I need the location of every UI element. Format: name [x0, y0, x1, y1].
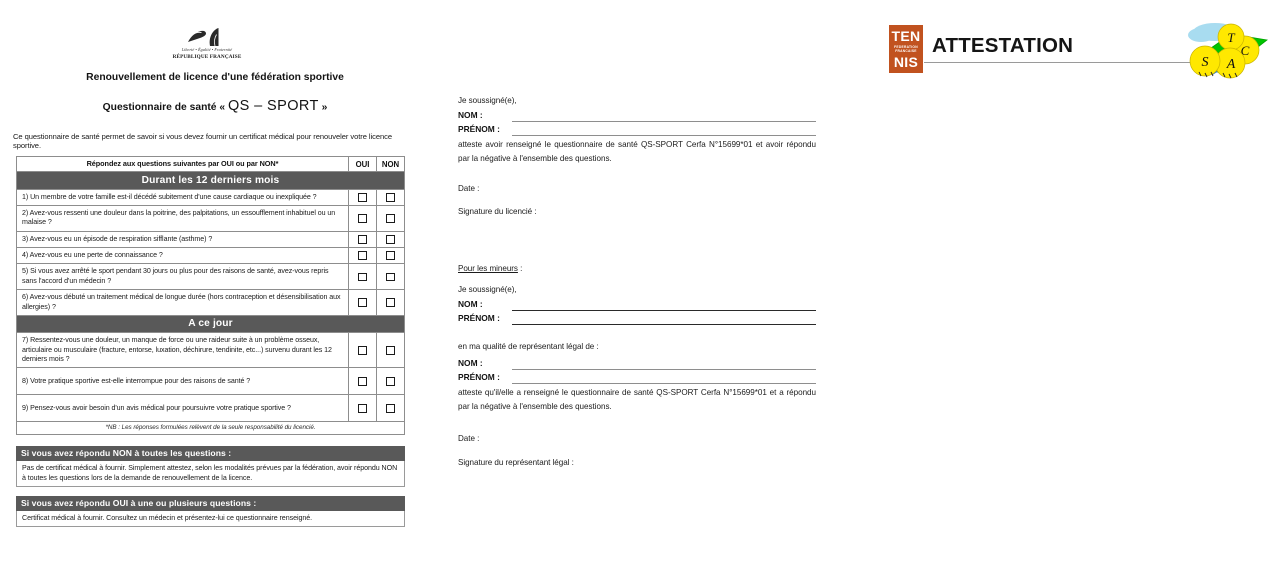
svg-text:S: S	[1201, 55, 1209, 70]
checkbox-non-2[interactable]	[386, 214, 395, 223]
non-cell-2[interactable]	[376, 206, 404, 231]
question-text-7: 7) Ressentez-vous une douleur, un manque de force ou une raideur suite à un problème osseux, articulaire ou musculaire (fracture, entorse, luxation, déchirure, tendinite, etc...) survenu durant les 12 derniers mois ?	[22, 336, 332, 364]
oui-cell-8[interactable]	[348, 368, 376, 394]
checkbox-non-7[interactable]	[386, 346, 395, 355]
fft-logo	[888, 24, 924, 74]
checkbox-oui-6[interactable]	[358, 298, 367, 307]
adult-nom-label: NOM :	[458, 110, 483, 120]
checkbox-non-3[interactable]	[386, 235, 395, 244]
adult-prenom-input-line[interactable]	[512, 135, 816, 136]
question-text-8: 8) Votre pratique sportive est-elle interrompue pour des raisons de santé ?	[22, 376, 251, 385]
table-footnote: *NB : Les réponses formulées relèvent de la seule responsabilité du licencié.	[105, 424, 316, 432]
attestation-title: ATTESTATION	[932, 34, 1074, 57]
adult-signature-label: Signature du licencié :	[458, 207, 537, 216]
minors-prenom-field[interactable]	[458, 313, 838, 326]
table-row	[17, 333, 404, 368]
table-row	[17, 264, 404, 290]
health-questionnaire-table	[16, 156, 405, 435]
minors-ward-nom-input-line[interactable]	[512, 369, 816, 370]
minors-ward-prenom-input-line[interactable]	[512, 383, 816, 384]
adult-nom-input-line[interactable]	[512, 121, 816, 122]
questionnaire-page	[0, 0, 430, 579]
marianne-icon	[184, 27, 230, 46]
subtitle-qs-sport: QS – SPORT	[227, 98, 319, 114]
fft-logo-line1: TEN	[891, 28, 921, 45]
non-cell-1[interactable]	[376, 190, 404, 205]
question-text-5: 5) Si vous avez arrêté le sport pendant 30 jours ou plus pour des raisons de santé, avez-vous repris sans l'accord d'un médecin ?	[22, 267, 329, 285]
rf-devise: Liberté • Égalité • Fraternité	[181, 47, 233, 52]
page-title: Renouvellement de licence d'une fédération sportive	[86, 72, 344, 83]
minors-attestation-text: atteste qu'il/elle a renseigné le questionnaire de santé QS-SPORT Cerfa N°15699*01 et a répondu par la négative à l'ensemble des questions.	[458, 388, 816, 412]
table-row	[17, 395, 404, 422]
minors-date-label: Date :	[458, 434, 480, 443]
table-row	[17, 190, 404, 206]
checkbox-oui-9[interactable]	[358, 404, 367, 413]
non-cell-4[interactable]	[376, 248, 404, 263]
checkbox-non-8[interactable]	[386, 377, 395, 386]
checkbox-oui-8[interactable]	[358, 377, 367, 386]
checkbox-non-9[interactable]	[386, 404, 395, 413]
fft-logo-sub-line1: FEDERATION	[894, 44, 918, 49]
non-cell-6[interactable]	[376, 290, 404, 315]
rf-name: RÉPUBLIQUE FRANÇAISE	[172, 53, 242, 60]
table-row	[17, 248, 404, 264]
advice-non-heading: Si vous avez répondu NON à toutes les questions :	[16, 446, 405, 461]
checkbox-non-6[interactable]	[386, 298, 395, 307]
adult-attestation-text: atteste avoir renseigné le questionnaire de santé QS-SPORT Cerfa N°15699*01 et avoir répondu par la négative à l'ensemble des questions.	[458, 140, 816, 164]
oui-cell-1[interactable]	[348, 190, 376, 205]
minors-nom-input-line[interactable]	[512, 310, 816, 311]
minors-ward-prenom-label: PRÉNOM :	[458, 372, 500, 382]
minors-signature-label: Signature du représentant légal :	[458, 458, 574, 467]
advice-block-non	[16, 446, 405, 487]
oui-cell-2[interactable]	[348, 206, 376, 231]
subtitle-prefix: Questionnaire de santé «	[102, 102, 228, 113]
minors-heading	[458, 264, 522, 273]
table-row	[17, 232, 404, 248]
table-header-non: NON	[376, 157, 404, 171]
section-header-today: A ce jour	[17, 316, 404, 334]
checkbox-non-1[interactable]	[386, 193, 395, 202]
attestation-page	[430, 0, 1250, 579]
checkbox-oui-1[interactable]	[358, 193, 367, 202]
minors-heading-text: Pour les mineurs	[458, 264, 518, 273]
advice-block-oui	[16, 496, 405, 527]
svg-text:C: C	[1240, 43, 1250, 58]
table-row	[17, 290, 404, 316]
table-row	[17, 206, 404, 232]
checkbox-oui-3[interactable]	[358, 235, 367, 244]
minors-ward-nom-label: NOM :	[458, 358, 483, 368]
question-text-2: 2) Avez-vous ressenti une douleur dans la poitrine, des palpitations, un essoufflement inhabituel ou un malaise ?	[22, 208, 336, 227]
checkbox-oui-7[interactable]	[358, 346, 367, 355]
subtitle-suffix: »	[318, 102, 328, 113]
minors-nom-label: NOM :	[458, 299, 483, 309]
page-subtitle	[0, 98, 430, 114]
adult-nom-field[interactable]	[458, 110, 838, 123]
oui-cell-7[interactable]	[348, 333, 376, 367]
adult-date-label: Date :	[458, 184, 480, 193]
non-cell-9[interactable]	[376, 395, 404, 421]
fft-logo-sub-line2: FRANCAISE	[895, 49, 917, 53]
question-text-9: 9) Pensez-vous avoir besoin d'un avis médical pour poursuivre votre pratique sportive ?	[22, 403, 291, 412]
minors-ward-nom-field[interactable]	[458, 358, 838, 371]
adult-je-soussigne: Je soussigné(e),	[458, 96, 517, 105]
minors-prenom-input-line[interactable]	[512, 324, 816, 325]
question-text-4: 4) Avez-vous eu une perte de connaissance ?	[22, 251, 163, 260]
table-header-oui: OUI	[348, 157, 376, 171]
republique-francaise-logo	[171, 27, 243, 65]
oui-cell-4[interactable]	[348, 248, 376, 263]
table-header-question: Répondez aux questions suivantes par OUI ou par NON*	[86, 159, 279, 168]
section-header-last-12-months: Durant les 12 derniers mois	[17, 172, 404, 190]
svg-text:T: T	[1227, 30, 1235, 45]
checkbox-non-4[interactable]	[386, 251, 395, 260]
fft-logo-subtitle	[894, 45, 918, 53]
table-header-row	[17, 157, 404, 172]
advice-non-body: Pas de certificat médical à fournir. Simplement attestez, selon les modalités prévues par la fédération, avoir répondu NON à toutes les questions lors de la demande de renouvellement de la licence.	[16, 461, 405, 487]
svg-text:A: A	[1226, 57, 1236, 72]
oui-cell-6[interactable]	[348, 290, 376, 315]
minors-qualite-text: en ma qualité de représentant légal de :	[458, 342, 599, 351]
non-cell-3[interactable]	[376, 232, 404, 247]
fft-logo-line2: NIS	[893, 53, 919, 70]
minors-nom-field[interactable]	[458, 299, 838, 312]
table-row	[17, 368, 404, 395]
tcsa-club-logo	[1173, 18, 1275, 82]
checkbox-oui-5[interactable]	[358, 273, 367, 282]
checkbox-oui-2[interactable]	[358, 214, 367, 223]
checkbox-non-5[interactable]	[386, 273, 395, 282]
oui-cell-5[interactable]	[348, 264, 376, 289]
minors-je-soussigne: Je soussigné(e),	[458, 285, 517, 294]
oui-cell-9[interactable]	[348, 395, 376, 421]
minors-prenom-label: PRÉNOM :	[458, 313, 500, 323]
question-text-6: 6) Avez-vous débuté un traitement médical de longue durée (hors contraception et désensibilisation aux allergies) ?	[22, 293, 341, 311]
non-cell-7[interactable]	[376, 333, 404, 367]
adult-prenom-label: PRÉNOM :	[458, 124, 500, 134]
question-text-1: 1) Un membre de votre famille est-il décédé subitement d'une cause cardiaque ou inexpliquée ?	[22, 192, 317, 201]
non-cell-5[interactable]	[376, 264, 404, 289]
oui-cell-3[interactable]	[348, 232, 376, 247]
question-text-3: 3) Avez-vous eu un épisode de respiration sifflante (asthme) ?	[22, 234, 213, 243]
advice-oui-heading: Si vous avez répondu OUI à une ou plusieurs questions :	[16, 496, 405, 511]
adult-prenom-field[interactable]	[458, 124, 838, 137]
minors-heading-suffix: :	[517, 264, 523, 273]
intro-paragraph: Ce questionnaire de santé permet de savoir si vous devez fournir un certificat médical pour renouveler votre licence sportive.	[13, 132, 392, 150]
minors-ward-prenom-field[interactable]	[458, 372, 838, 385]
checkbox-oui-4[interactable]	[358, 251, 367, 260]
advice-oui-body: Certificat médical à fournir. Consultez un médecin et présentez-lui ce questionnaire renseigné.	[16, 511, 405, 527]
non-cell-8[interactable]	[376, 368, 404, 394]
